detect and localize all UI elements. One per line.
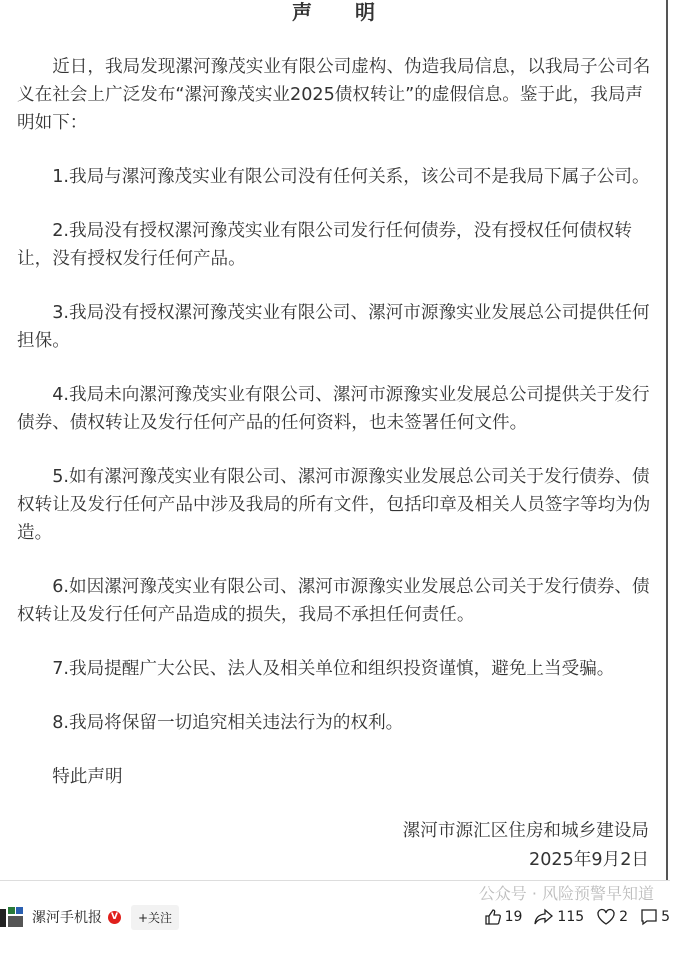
statement-item: 6.如因漯河豫茂实业有限公司、漯河市源豫实业发展总公司关于发行债券、债权转让及发行任何产品造成的损失，我局不承担任何责任。 (17, 577, 650, 625)
comment-count: 5 (661, 909, 670, 925)
issuing-organization: 漯河市源汇区住房和城乡建设局 (402, 821, 649, 841)
share-button[interactable] (534, 908, 584, 926)
share-icon (534, 908, 554, 926)
statement-item: 2.我局没有授权漯河豫茂实业有限公司发行任何债券，没有授权任何债权转让，没有授权发行任何产品。 (17, 221, 632, 269)
document-title: 声 明 (292, 0, 376, 24)
share-count: 115 (557, 909, 585, 925)
comment-icon (640, 908, 658, 926)
thumbs-up-icon (484, 908, 502, 926)
follow-button[interactable]: +关注 (131, 905, 179, 930)
document-body (17, 53, 659, 791)
source-info (0, 905, 179, 930)
closing-text: 特此声明 (52, 767, 123, 787)
statement-item: 5.如有漯河豫茂实业有限公司、漯河市源豫实业发展总公司关于发行债券、债权转让及发行任何产品中涉及我局的所有文件，包括印章及相关人员签字等均为伪造。 (17, 467, 651, 543)
statement-item: 7.我局提醒广大公民、法人及相关单位和组织投资谨慎，避免上当受骗。 (52, 659, 615, 679)
divider (0, 880, 670, 881)
source-logo-icon[interactable] (0, 905, 26, 929)
intro-paragraph: 近日，我局发现漯河豫茂实业有限公司虚构、伪造我局信息，以我局子公司名义在社会上广泛发布“漯河豫茂实业2025债权转让”的虚假信息。鉴于此，我局声明如下： (17, 57, 651, 133)
like-count: 19 (504, 909, 523, 925)
source-name[interactable]: 漯河手机报 (32, 910, 102, 926)
engagement-stats (484, 908, 670, 926)
statement-item: 1.我局与漯河豫茂实业有限公司没有任何关系，该公司不是我局下属子公司。 (52, 167, 650, 187)
comment-button[interactable] (640, 908, 670, 926)
heart-icon (596, 908, 616, 926)
favorite-button[interactable] (596, 908, 628, 926)
verified-badge-icon: V (108, 911, 121, 924)
statement-item: 8.我局将保留一切追究相关违法行为的权利。 (52, 713, 404, 733)
statement-item: 3.我局没有授权漯河豫茂实业有限公司、漯河市源豫实业发展总公司提供任何担保。 (17, 303, 650, 351)
signature-block (0, 817, 649, 874)
footer-bar (0, 903, 674, 931)
statement-item: 4.我局未向漯河豫茂实业有限公司、漯河市源豫实业发展总公司提供关于发行债券、债权转让及发行任何产品的任何资料，也未签署任何文件。 (17, 385, 650, 433)
like-button[interactable] (484, 908, 523, 926)
favorite-count: 2 (619, 909, 629, 925)
issue-date: 2025年9月2日 (529, 849, 649, 870)
watermark: 公众号 · 风险预警早知道 (478, 884, 654, 903)
